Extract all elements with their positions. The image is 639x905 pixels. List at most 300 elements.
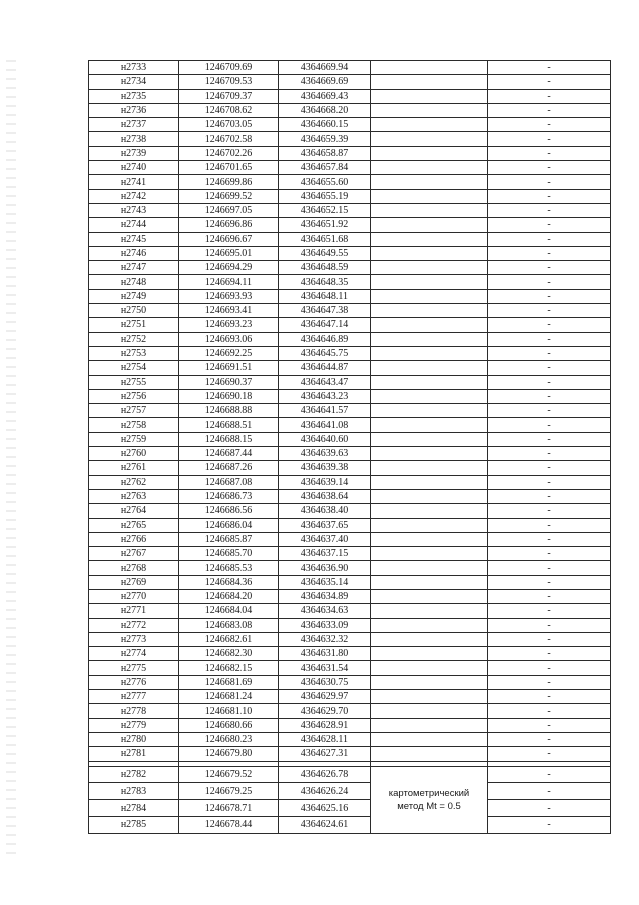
point-id-cell: н2764 — [89, 504, 179, 518]
point-id-cell: н2745 — [89, 232, 179, 246]
accuracy-cell: - — [488, 561, 611, 575]
method-cell — [371, 389, 488, 403]
y-coordinate-cell: 4364624.61 — [279, 816, 371, 833]
coordinates-table — [88, 60, 611, 834]
accuracy-cell: - — [488, 547, 611, 561]
point-id-cell: н2757 — [89, 404, 179, 418]
x-coordinate-cell: 1246709.37 — [179, 89, 279, 103]
y-coordinate-cell: 4364626.78 — [279, 766, 371, 783]
y-coordinate-cell: 4364645.75 — [279, 346, 371, 360]
method-cell — [371, 361, 488, 375]
x-coordinate-cell: 1246682.30 — [179, 647, 279, 661]
y-coordinate-cell: 4364659.39 — [279, 132, 371, 146]
x-coordinate-cell: 1246684.36 — [179, 575, 279, 589]
x-coordinate-cell: 1246696.86 — [179, 218, 279, 232]
table-row — [89, 103, 611, 117]
accuracy-cell: - — [488, 690, 611, 704]
table-row — [89, 404, 611, 418]
accuracy-cell: - — [488, 361, 611, 375]
y-coordinate-cell: 4364643.23 — [279, 389, 371, 403]
method-cell — [371, 103, 488, 117]
accuracy-cell: - — [488, 518, 611, 532]
point-id-cell: н2760 — [89, 447, 179, 461]
point-id-cell: н2751 — [89, 318, 179, 332]
y-coordinate-cell: 4364669.94 — [279, 61, 371, 75]
x-coordinate-cell: 1246690.18 — [179, 389, 279, 403]
method-cell — [371, 275, 488, 289]
method-cell — [371, 532, 488, 546]
table-row — [89, 275, 611, 289]
y-coordinate-cell: 4364638.64 — [279, 489, 371, 503]
accuracy-cell: - — [488, 575, 611, 589]
accuracy-cell: - — [488, 261, 611, 275]
table-row — [89, 332, 611, 346]
y-coordinate-cell: 4364639.14 — [279, 475, 371, 489]
method-cell — [371, 589, 488, 603]
accuracy-cell: - — [488, 661, 611, 675]
method-cell — [371, 318, 488, 332]
table-row — [89, 475, 611, 489]
table-row — [89, 432, 611, 446]
table-row — [89, 675, 611, 689]
method-cell — [371, 118, 488, 132]
x-coordinate-cell: 1246678.44 — [179, 816, 279, 833]
table-row — [89, 632, 611, 646]
x-coordinate-cell: 1246684.20 — [179, 589, 279, 603]
y-coordinate-cell: 4364648.11 — [279, 289, 371, 303]
y-coordinate-cell: 4364628.11 — [279, 732, 371, 746]
point-id-cell: н2771 — [89, 604, 179, 618]
table-row — [89, 175, 611, 189]
accuracy-cell: - — [488, 816, 611, 833]
accuracy-cell: - — [488, 203, 611, 217]
table-row — [89, 75, 611, 89]
y-coordinate-cell: 4364633.09 — [279, 618, 371, 632]
table-row — [89, 218, 611, 232]
x-coordinate-cell: 1246688.15 — [179, 432, 279, 446]
x-coordinate-cell: 1246709.69 — [179, 61, 279, 75]
accuracy-cell: - — [488, 404, 611, 418]
method-cell — [371, 675, 488, 689]
table-row — [89, 489, 611, 503]
y-coordinate-cell: 4364647.38 — [279, 304, 371, 318]
method-cell — [371, 375, 488, 389]
table-row — [89, 132, 611, 146]
method-accuracy: метод Mt = 0.5 — [397, 800, 461, 812]
x-coordinate-cell: 1246699.52 — [179, 189, 279, 203]
table-row — [89, 690, 611, 704]
method-cell — [371, 132, 488, 146]
y-coordinate-cell: 4364647.14 — [279, 318, 371, 332]
method-cell — [371, 575, 488, 589]
accuracy-cell: - — [488, 89, 611, 103]
x-coordinate-cell: 1246679.52 — [179, 766, 279, 783]
method-cell — [371, 647, 488, 661]
x-coordinate-cell: 1246688.51 — [179, 418, 279, 432]
x-coordinate-cell: 1246681.69 — [179, 675, 279, 689]
point-id-cell: н2773 — [89, 632, 179, 646]
x-coordinate-cell: 1246685.70 — [179, 547, 279, 561]
x-coordinate-cell: 1246693.93 — [179, 289, 279, 303]
method-cell — [371, 261, 488, 275]
x-coordinate-cell: 1246694.11 — [179, 275, 279, 289]
y-coordinate-cell: 4364637.15 — [279, 547, 371, 561]
point-id-cell: н2741 — [89, 175, 179, 189]
y-coordinate-cell: 4364648.35 — [279, 275, 371, 289]
y-coordinate-cell: 4364639.38 — [279, 461, 371, 475]
point-id-cell: н2774 — [89, 647, 179, 661]
point-id-cell: н2739 — [89, 146, 179, 160]
y-coordinate-cell: 4364655.19 — [279, 189, 371, 203]
accuracy-cell: - — [488, 766, 611, 783]
accuracy-cell: - — [488, 618, 611, 632]
y-coordinate-cell: 4364639.63 — [279, 447, 371, 461]
accuracy-cell: - — [488, 389, 611, 403]
table-row — [89, 447, 611, 461]
table-row — [89, 346, 611, 360]
x-coordinate-cell: 1246679.25 — [179, 783, 279, 800]
table-row — [89, 783, 611, 800]
table-row — [89, 304, 611, 318]
y-coordinate-cell: 4364648.59 — [279, 261, 371, 275]
x-coordinate-cell: 1246686.56 — [179, 504, 279, 518]
point-id-cell: н2785 — [89, 816, 179, 833]
x-coordinate-cell: 1246693.23 — [179, 318, 279, 332]
accuracy-cell: - — [488, 118, 611, 132]
accuracy-cell: - — [488, 275, 611, 289]
accuracy-cell: - — [488, 246, 611, 260]
point-id-cell: н2752 — [89, 332, 179, 346]
table-row — [89, 575, 611, 589]
y-coordinate-cell: 4364643.47 — [279, 375, 371, 389]
method-cell — [371, 232, 488, 246]
x-coordinate-cell: 1246696.67 — [179, 232, 279, 246]
y-coordinate-cell: 4364629.97 — [279, 690, 371, 704]
point-id-cell: н2754 — [89, 361, 179, 375]
point-id-cell: н2734 — [89, 75, 179, 89]
y-coordinate-cell: 4364628.91 — [279, 718, 371, 732]
accuracy-cell: - — [488, 61, 611, 75]
accuracy-cell: - — [488, 146, 611, 160]
y-coordinate-cell: 4364640.60 — [279, 432, 371, 446]
method-cell — [371, 504, 488, 518]
y-coordinate-cell: 4364635.14 — [279, 575, 371, 589]
accuracy-cell: - — [488, 475, 611, 489]
x-coordinate-cell: 1246682.61 — [179, 632, 279, 646]
table-row — [89, 118, 611, 132]
method-cell — [371, 732, 488, 746]
method-cell — [371, 561, 488, 575]
y-coordinate-cell: 4364657.84 — [279, 161, 371, 175]
accuracy-cell: - — [488, 232, 611, 246]
method-cell — [371, 218, 488, 232]
point-id-cell: н2743 — [89, 203, 179, 217]
point-id-cell: н2775 — [89, 661, 179, 675]
y-coordinate-cell: 4364669.43 — [279, 89, 371, 103]
y-coordinate-cell: 4364641.57 — [279, 404, 371, 418]
table-row — [89, 704, 611, 718]
accuracy-cell: - — [488, 418, 611, 432]
y-coordinate-cell: 4364652.15 — [279, 203, 371, 217]
y-coordinate-cell: 4364632.32 — [279, 632, 371, 646]
method-cell — [371, 489, 488, 503]
table-row — [89, 532, 611, 546]
table-row — [89, 361, 611, 375]
point-id-cell: н2738 — [89, 132, 179, 146]
accuracy-cell: - — [488, 747, 611, 761]
point-id-cell: н2736 — [89, 103, 179, 117]
x-coordinate-cell: 1246690.37 — [179, 375, 279, 389]
table-row — [89, 718, 611, 732]
table-row — [89, 461, 611, 475]
x-coordinate-cell: 1246709.53 — [179, 75, 279, 89]
table-row — [89, 647, 611, 661]
point-id-cell: н2777 — [89, 690, 179, 704]
method-cell — [371, 704, 488, 718]
x-coordinate-cell: 1246681.10 — [179, 704, 279, 718]
point-id-cell: н2747 — [89, 261, 179, 275]
point-id-cell: н2766 — [89, 532, 179, 546]
point-id-cell: н2758 — [89, 418, 179, 432]
point-id-cell: н2779 — [89, 718, 179, 732]
method-cell — [371, 547, 488, 561]
method-cell — [371, 690, 488, 704]
point-id-cell: н2767 — [89, 547, 179, 561]
accuracy-cell: - — [488, 432, 611, 446]
method-name: картометрический — [388, 787, 470, 799]
accuracy-cell: - — [488, 632, 611, 646]
table-row — [89, 766, 611, 783]
accuracy-cell: - — [488, 783, 611, 800]
table-row — [89, 161, 611, 175]
accuracy-cell: - — [488, 175, 611, 189]
table-row — [89, 61, 611, 75]
x-coordinate-cell: 1246686.04 — [179, 518, 279, 532]
x-coordinate-cell: 1246699.86 — [179, 175, 279, 189]
upper-rows — [89, 61, 611, 762]
x-coordinate-cell: 1246701.65 — [179, 161, 279, 175]
y-coordinate-cell: 4364641.08 — [279, 418, 371, 432]
point-id-cell: н2755 — [89, 375, 179, 389]
x-coordinate-cell: 1246680.66 — [179, 718, 279, 732]
accuracy-cell: - — [488, 647, 611, 661]
x-coordinate-cell: 1246703.05 — [179, 118, 279, 132]
method-cell — [371, 75, 488, 89]
table-row — [89, 375, 611, 389]
table-row — [89, 389, 611, 403]
x-coordinate-cell: 1246694.29 — [179, 261, 279, 275]
method-cell — [371, 175, 488, 189]
table-row — [89, 203, 611, 217]
method-cell — [371, 461, 488, 475]
table-row — [89, 800, 611, 817]
point-id-cell: н2782 — [89, 766, 179, 783]
x-coordinate-cell: 1246687.08 — [179, 475, 279, 489]
accuracy-cell: - — [488, 189, 611, 203]
method-cell — [371, 89, 488, 103]
point-id-cell: н2762 — [89, 475, 179, 489]
point-id-cell: н2776 — [89, 675, 179, 689]
x-coordinate-cell: 1246691.51 — [179, 361, 279, 375]
method-cell — [371, 475, 488, 489]
accuracy-cell: - — [488, 75, 611, 89]
x-coordinate-cell: 1246681.24 — [179, 690, 279, 704]
point-id-cell: н2778 — [89, 704, 179, 718]
table-row — [89, 146, 611, 160]
x-coordinate-cell: 1246686.73 — [179, 489, 279, 503]
table-row — [89, 318, 611, 332]
point-id-cell: н2740 — [89, 161, 179, 175]
method-cell — [371, 304, 488, 318]
method-cell — [371, 718, 488, 732]
point-id-cell: н2784 — [89, 800, 179, 817]
accuracy-cell: - — [488, 718, 611, 732]
method-cell — [371, 146, 488, 160]
scan-margin-noise — [6, 60, 16, 860]
point-id-cell: н2744 — [89, 218, 179, 232]
table-row — [89, 189, 611, 203]
x-coordinate-cell: 1246695.01 — [179, 246, 279, 260]
accuracy-cell: - — [488, 504, 611, 518]
method-cell — [371, 404, 488, 418]
point-id-cell: н2783 — [89, 783, 179, 800]
x-coordinate-cell: 1246678.71 — [179, 800, 279, 817]
x-coordinate-cell: 1246685.53 — [179, 561, 279, 575]
y-coordinate-cell: 4364658.87 — [279, 146, 371, 160]
y-coordinate-cell: 4364668.20 — [279, 103, 371, 117]
table-row — [89, 261, 611, 275]
accuracy-cell: - — [488, 732, 611, 746]
y-coordinate-cell: 4364634.63 — [279, 604, 371, 618]
y-coordinate-cell: 4364669.69 — [279, 75, 371, 89]
point-id-cell: н2748 — [89, 275, 179, 289]
accuracy-cell: - — [488, 532, 611, 546]
x-coordinate-cell: 1246687.44 — [179, 447, 279, 461]
method-cell — [371, 189, 488, 203]
x-coordinate-cell: 1246684.04 — [179, 604, 279, 618]
table-row — [89, 232, 611, 246]
accuracy-cell: - — [488, 604, 611, 618]
x-coordinate-cell: 1246702.26 — [179, 146, 279, 160]
y-coordinate-cell: 4364637.40 — [279, 532, 371, 546]
table-row — [89, 504, 611, 518]
accuracy-cell: - — [488, 447, 611, 461]
x-coordinate-cell: 1246708.62 — [179, 103, 279, 117]
x-coordinate-cell: 1246697.05 — [179, 203, 279, 217]
x-coordinate-cell: 1246702.58 — [179, 132, 279, 146]
point-id-cell: н2735 — [89, 89, 179, 103]
y-coordinate-cell: 4364630.75 — [279, 675, 371, 689]
point-id-cell: н2780 — [89, 732, 179, 746]
y-coordinate-cell: 4364660.15 — [279, 118, 371, 132]
accuracy-cell: - — [488, 332, 611, 346]
accuracy-cell: - — [488, 289, 611, 303]
accuracy-cell: - — [488, 218, 611, 232]
y-coordinate-cell: 4364655.60 — [279, 175, 371, 189]
point-id-cell: н2765 — [89, 518, 179, 532]
accuracy-cell: - — [488, 132, 611, 146]
table-row — [89, 747, 611, 761]
x-coordinate-cell: 1246680.23 — [179, 732, 279, 746]
y-coordinate-cell: 4364649.55 — [279, 246, 371, 260]
point-id-cell: н2769 — [89, 575, 179, 589]
method-cell — [371, 747, 488, 761]
point-id-cell: н2746 — [89, 246, 179, 260]
point-id-cell: н2763 — [89, 489, 179, 503]
y-coordinate-cell: 4364625.16 — [279, 800, 371, 817]
accuracy-cell: - — [488, 704, 611, 718]
y-coordinate-cell: 4364651.68 — [279, 232, 371, 246]
accuracy-cell: - — [488, 375, 611, 389]
x-coordinate-cell: 1246693.41 — [179, 304, 279, 318]
accuracy-cell: - — [488, 489, 611, 503]
table-row — [89, 604, 611, 618]
method-cell — [371, 161, 488, 175]
point-id-cell: н2737 — [89, 118, 179, 132]
accuracy-cell: - — [488, 346, 611, 360]
accuracy-cell: - — [488, 304, 611, 318]
method-cell — [371, 332, 488, 346]
x-coordinate-cell: 1246683.08 — [179, 618, 279, 632]
table-row — [89, 661, 611, 675]
point-id-cell: н2753 — [89, 346, 179, 360]
point-id-cell: н2749 — [89, 289, 179, 303]
method-cell — [371, 604, 488, 618]
method-cell — [371, 632, 488, 646]
y-coordinate-cell: 4364627.31 — [279, 747, 371, 761]
x-coordinate-cell: 1246687.26 — [179, 461, 279, 475]
x-coordinate-cell: 1246692.25 — [179, 346, 279, 360]
y-coordinate-cell: 4364638.40 — [279, 504, 371, 518]
x-coordinate-cell: 1246685.87 — [179, 532, 279, 546]
y-coordinate-cell: 4364651.92 — [279, 218, 371, 232]
x-coordinate-cell: 1246682.15 — [179, 661, 279, 675]
point-id-cell: н2768 — [89, 561, 179, 575]
method-merged-cell — [371, 766, 488, 833]
table-row — [89, 89, 611, 103]
table-row — [89, 289, 611, 303]
accuracy-cell: - — [488, 675, 611, 689]
y-coordinate-cell: 4364631.54 — [279, 661, 371, 675]
point-id-cell: н2772 — [89, 618, 179, 632]
point-id-cell: н2742 — [89, 189, 179, 203]
table-row — [89, 418, 611, 432]
accuracy-cell: - — [488, 461, 611, 475]
method-cell — [371, 61, 488, 75]
table-row — [89, 518, 611, 532]
method-cell — [371, 346, 488, 360]
x-coordinate-cell: 1246693.06 — [179, 332, 279, 346]
method-cell — [371, 518, 488, 532]
table-row — [89, 589, 611, 603]
method-cell — [371, 246, 488, 260]
method-cell — [371, 289, 488, 303]
method-cell — [371, 447, 488, 461]
accuracy-cell: - — [488, 589, 611, 603]
y-coordinate-cell: 4364636.90 — [279, 561, 371, 575]
y-coordinate-cell: 4364634.89 — [279, 589, 371, 603]
lower-rows — [89, 766, 611, 833]
accuracy-cell: - — [488, 103, 611, 117]
point-id-cell: н2781 — [89, 747, 179, 761]
method-cell — [371, 432, 488, 446]
point-id-cell: н2759 — [89, 432, 179, 446]
method-cell — [371, 203, 488, 217]
point-id-cell: н2733 — [89, 61, 179, 75]
accuracy-cell: - — [488, 161, 611, 175]
point-id-cell: н2750 — [89, 304, 179, 318]
accuracy-cell: - — [488, 800, 611, 817]
